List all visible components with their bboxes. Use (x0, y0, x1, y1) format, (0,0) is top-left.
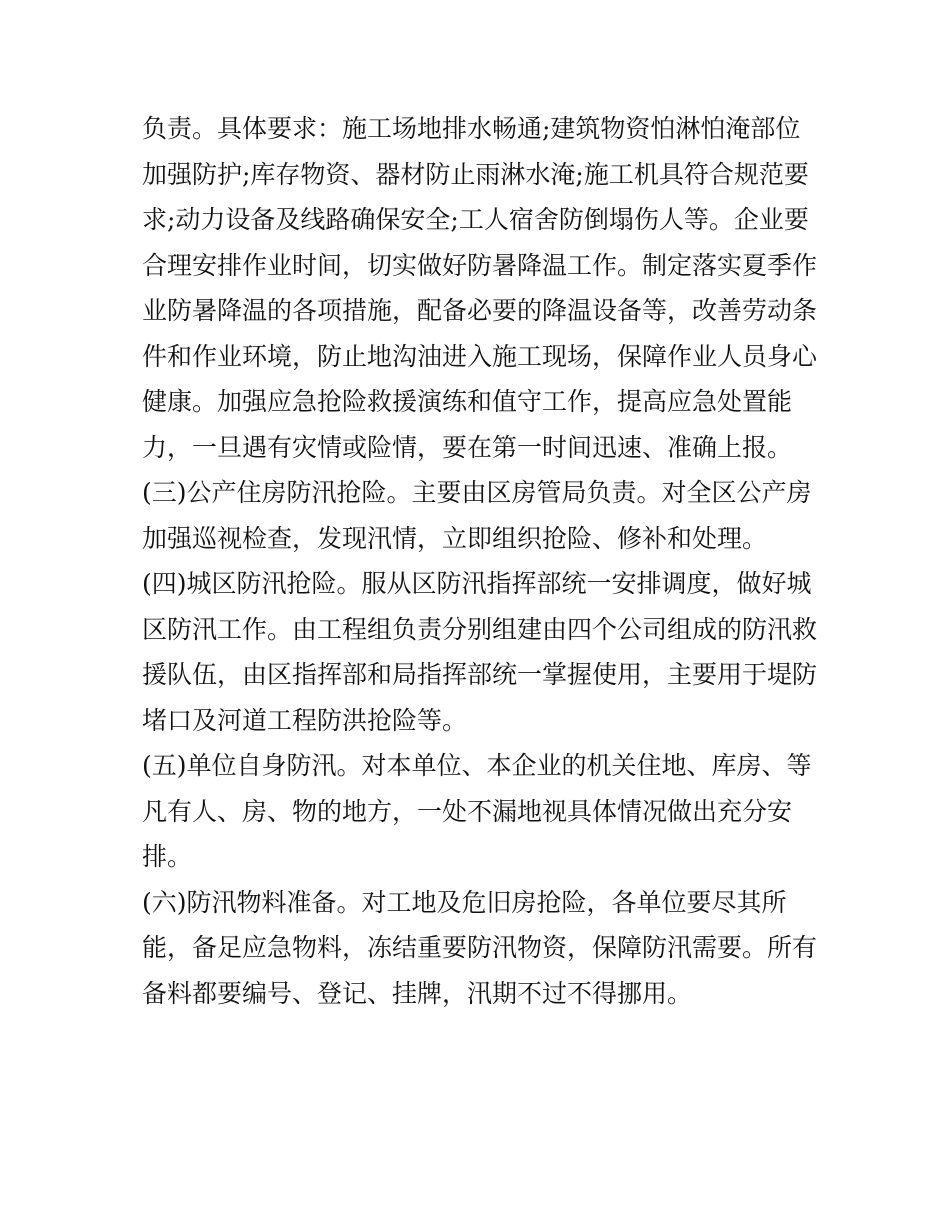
text-line: 负责。具体要求：施工场地排水畅通;建筑物资怕淋怕淹部位 (142, 114, 801, 143)
section-heading-line: (六)防汛物料准备。对工地及危旧房抢险，各单位要尽其所 (142, 887, 787, 917)
text-line: 区防汛工作。由工程组负责分别组建由四个公司组成的防汛救 (142, 614, 818, 644)
document-body (142, 106, 817, 1016)
text-line: 排。 (142, 842, 193, 871)
text-line: 备料都要编号、登记、挂牌，汛期不过不得挪用。 (142, 978, 693, 1008)
text-line: 援队伍，由区指挥部和局指挥部统一掌握使用，主要用于堤防 (142, 660, 818, 689)
text-line: 凡有人、房、物的地方，一处不漏地视具体情况做出充分安 (142, 796, 793, 826)
section-heading-line: (三)公产住房防汛抢险。主要由区房管局负责。对全区公产房 (142, 478, 812, 507)
text-line: 力，一旦遇有灾情或险情，要在第一时间迅速、准确上报。 (142, 432, 793, 462)
section-heading-line: (四)城区防汛抢险。服从区防汛指挥部统一安排调度，做好城 (142, 569, 812, 598)
section-heading-line: (五)单位自身防汛。对本单位、本企业的机关住地、库房、等 (142, 751, 812, 780)
text-line: 健康。加强应急抢险救援演练和值守工作，提高应急处置能 (142, 387, 793, 416)
text-line: 堵口及河道工程防洪抢险等。 (142, 705, 468, 735)
text-line: 业防暑降温的各项措施，配备必要的降温设备等，改善劳动条 (142, 296, 818, 325)
text-line: 合理安排作业时间，切实做好防暑降温工作。制定落实夏季作 (142, 250, 818, 280)
text-line: 求;动力设备及线路确保安全;工人宿舍防倒塌伤人等。企业要 (142, 205, 809, 234)
text-line: 加强防护;库存物资、器材防止雨淋水淹;施工机具符合规范要 (142, 159, 809, 189)
text-line: 能，备足应急物料，冻结重要防汛物资，保障防汛需要。所有 (142, 933, 818, 962)
text-line: 加强巡视检查，发现汛情，立即组织抢险、修补和处理。 (142, 523, 768, 553)
text-line: 件和作业环境，防止地沟油进入施工现场，保障作业人员身心 (142, 341, 818, 371)
